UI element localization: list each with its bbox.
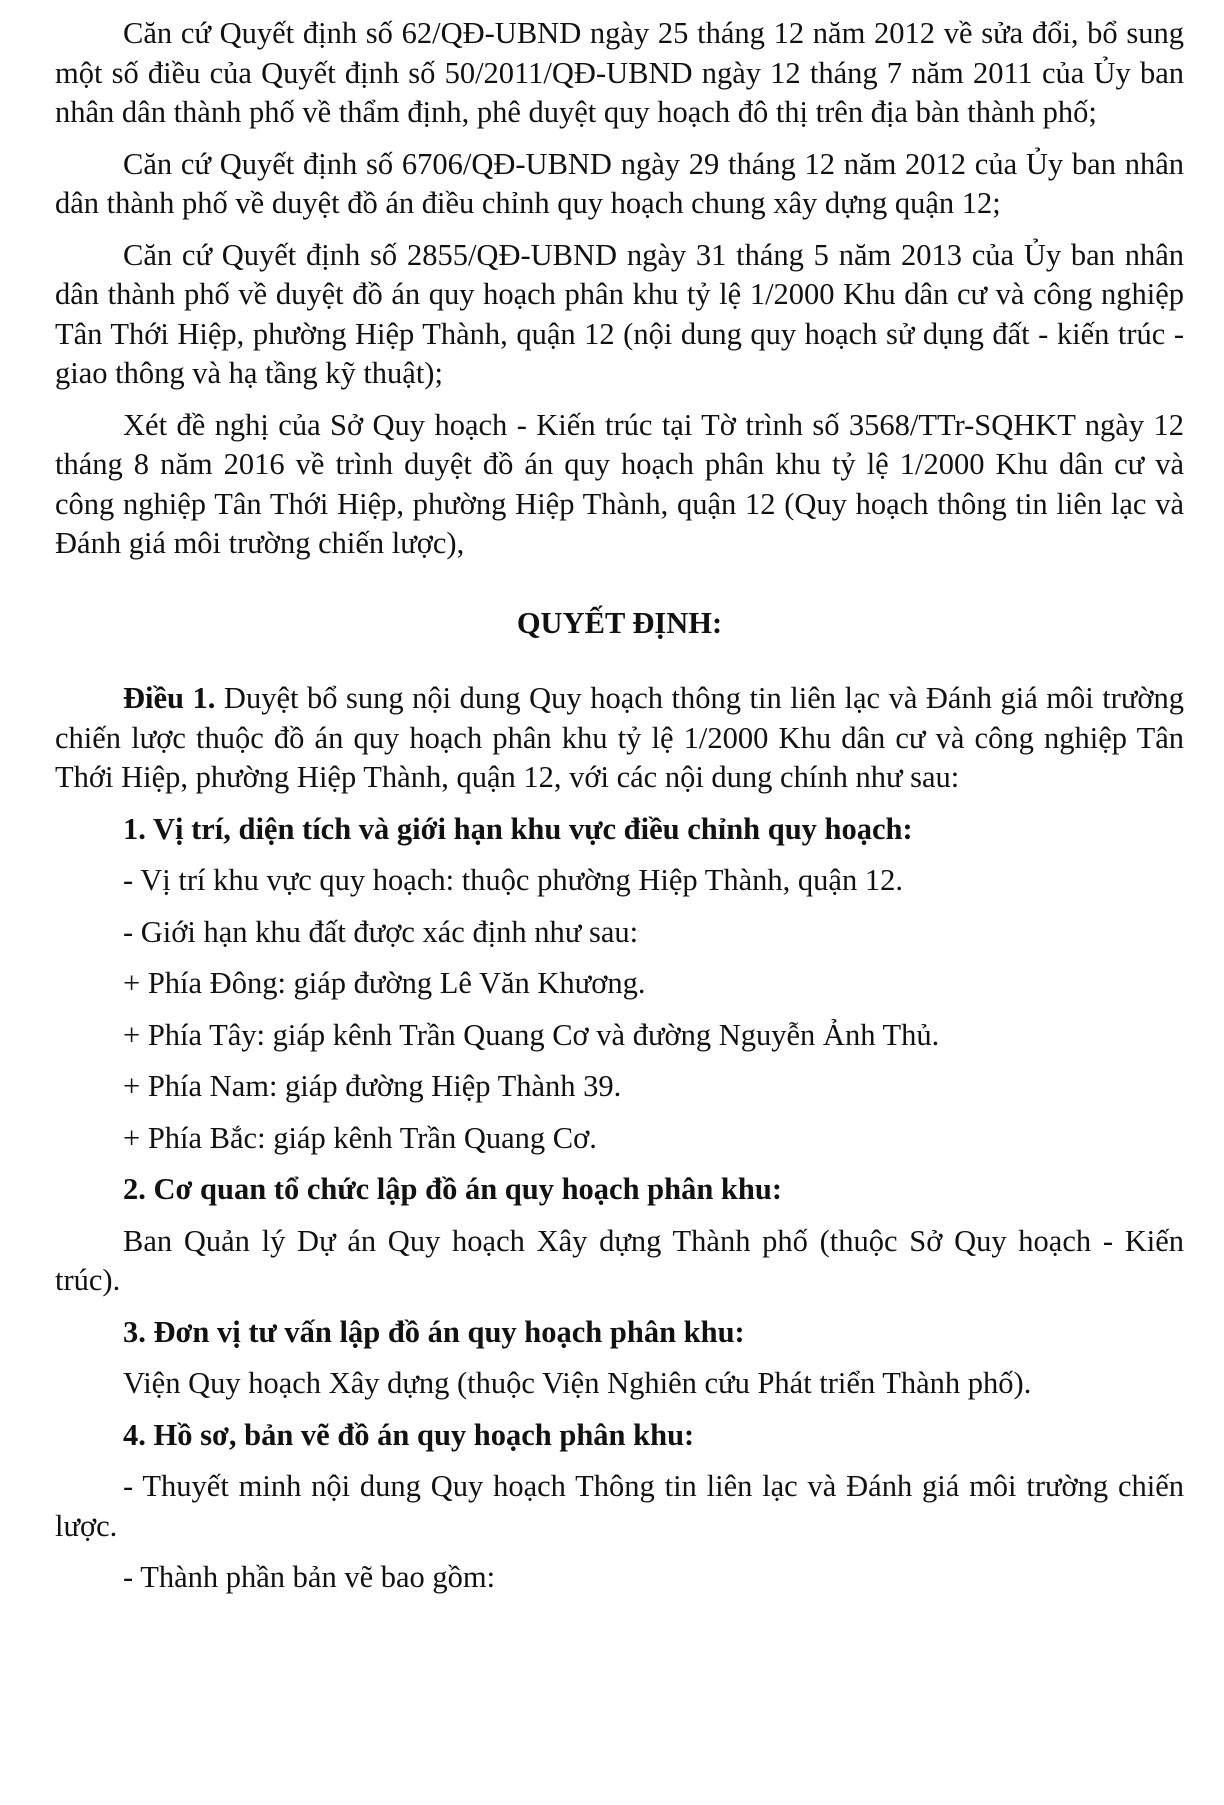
section-3-text: Viện Quy hoạch Xây dựng (thuộc Viện Nghiên cứu Phát triển Thành phố). — [123, 1366, 1032, 1400]
section-1-boundary-intro: - Giới hạn khu đất được xác định như sau: — [123, 914, 639, 949]
preamble-paragraph-2: Căn cứ Quyết định số 6706/QĐ-UBND ngày 29 tháng 12 năm 2012 của Ủy ban nhân dân thành phố về duyệt đồ án điều chỉnh quy hoạch chung xây dựng quận 12; — [55, 146, 1184, 220]
article-1-text: Duyệt bổ sung nội dung Quy hoạch thông tin liên lạc và Đánh giá môi trường chiến lược thuộc đồ án quy hoạch phân khu tỷ lệ 1/2000 Khu dân cư và công nghiệp Tân Thới Hiệp, phường Hiệp Thành, quận 12, với các nội dung chính như sau: — [55, 681, 1185, 794]
section-4-item-1: - Thuyết minh nội dung Quy hoạch Thông tin liên lạc và Đánh giá môi trường chiến lược. — [55, 1469, 1184, 1543]
preamble-paragraph-4: Xét đề nghị của Sở Quy hoạch - Kiến trúc tại Tờ trình số 3568/TTr-SQHKT ngày 12 tháng 8 năm 2016 về trình duyệt đồ án quy hoạch phân khu tỷ lệ 1/2000 Khu dân cư và công nghiệp Tân Thới Hiệp, phường Hiệp Thành, quận 12 (Quy hoạch thông tin liên lạc và Đánh giá môi trường chiến lược), — [55, 407, 1184, 560]
preamble-paragraph-3: Căn cứ Quyết định số 2855/QĐ-UBND ngày 31 tháng 5 năm 2013 của Ủy ban nhân dân thành phố về duyệt đồ án quy hoạch phân khu tỷ lệ 1/2000 Khu dân cư và công nghiệp Tân Thới Hiệp, phường Hiệp Thành, quận 12 (nội dung quy hoạch sử dụng đất - kiến trúc - giao thông và hạ tầng kỹ thuật); — [55, 237, 1184, 390]
section-1-south: + Phía Nam: giáp đường Hiệp Thành 39. — [123, 1069, 622, 1103]
section-1-north: + Phía Bắc: giáp kênh Trần Quang Cơ. — [123, 1120, 597, 1155]
section-4-title: 4. Hồ sơ, bản vẽ đồ án quy hoạch phân khu: — [123, 1417, 695, 1452]
section-4-item-2: - Thành phần bản vẽ bao gồm: — [123, 1560, 496, 1594]
decision-heading: QUYẾT ĐỊNH: — [516, 605, 723, 640]
section-2-text: Ban Quản lý Dự án Quy hoạch Xây dựng Thành phố (thuộc Sở Quy hoạch - Kiến trúc). — [55, 1223, 1184, 1297]
section-1-location: - Vị trí khu vực quy hoạch: thuộc phường Hiệp Thành, quận 12. — [123, 863, 903, 897]
section-3-title: 3. Đơn vị tư vấn lập đồ án quy hoạch phân khu: — [123, 1314, 745, 1349]
section-1-west: + Phía Tây: giáp kênh Trần Quang Cơ và đường Nguyễn Ảnh Thủ. — [123, 1017, 940, 1052]
preamble-paragraph-1: Căn cứ Quyết định số 62/QĐ-UBND ngày 25 tháng 12 năm 2012 về sửa đổi, bổ sung một số điều của Quyết định số 50/2011/QĐ-UBND ngày 12 tháng 7 năm 2011 của Ủy ban nhân dân thành phố về thẩm định, phê duyệt quy hoạch đô thị trên địa bàn thành phố; — [55, 16, 1184, 129]
article-1-label: Điều 1. — [123, 681, 216, 715]
section-1-title: 1. Vị trí, diện tích và giới hạn khu vực điều chỉnh quy hoạch: — [123, 811, 913, 846]
section-1-east: + Phía Đông: giáp đường Lê Văn Khương. — [123, 966, 646, 1000]
section-2-title: 2. Cơ quan tổ chức lập đồ án quy hoạch phân khu: — [123, 1172, 782, 1206]
article-1 — [55, 679, 1184, 798]
